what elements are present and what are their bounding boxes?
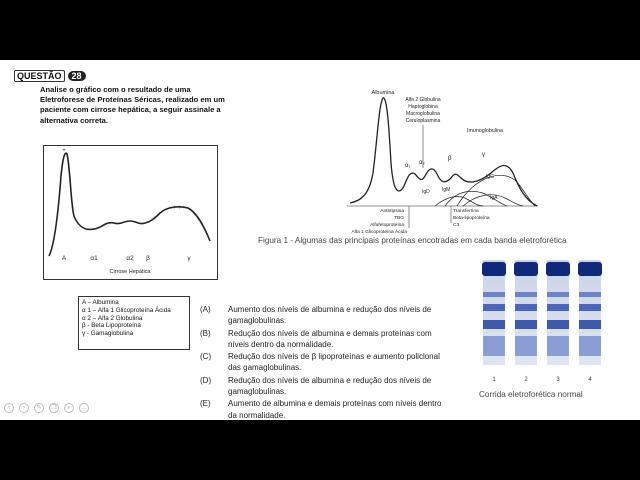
figure1-caption: Figura 1 - Algumas das principais proteínas encotradas em cada banda eletroforética (258, 236, 567, 245)
gel-caption: Corrida eletroforética normal (479, 390, 583, 399)
reference-electrophoresis-figure (345, 88, 540, 240)
peak-mark: + (62, 148, 66, 154)
label-igd: IgD (422, 189, 430, 195)
x-label-albumin: A (61, 255, 67, 262)
gel-lane-1 (482, 260, 506, 365)
option-letter: (D) (200, 375, 212, 385)
legend-item: α 2 – Alfa 2 Globulina (82, 314, 143, 322)
x-label-beta: β (146, 255, 150, 262)
legend-item: α 1 – Alfa 1 Glicoproteína Ácida (82, 306, 171, 314)
patient-electrophoresis-svg (44, 146, 217, 279)
label-igg: IgG (486, 174, 495, 180)
question-number-badge: 28 (68, 71, 86, 81)
question-line: paciente com cirrose hepática, a seguir assinale a (40, 105, 221, 115)
question-line: alternativa correta. (40, 115, 108, 125)
legend-item: γ - Gamaglobulina (82, 330, 134, 338)
option-letter: (A) (200, 305, 211, 314)
question-line: Analise o gráfico com o resultado de uma (40, 85, 191, 94)
label-tbg: TBG (394, 216, 404, 221)
answer-option-c[interactable] (200, 351, 448, 374)
lane-label-4: 4 (588, 377, 592, 383)
zoom-icon[interactable]: ⌕ (64, 403, 74, 413)
gel-lane-2 (514, 260, 538, 365)
arrows-mark: ↑ ↑ (173, 205, 181, 211)
option-text: Aumento de albumina e demais proteínas com níveis dentro da normalidade. (228, 399, 442, 420)
label-macroglobulina: Macroglobulina (406, 111, 440, 117)
lane-label-1: 1 (492, 377, 496, 383)
answer-option-a[interactable] (200, 304, 448, 327)
answer-option-e[interactable] (200, 398, 448, 420)
label-albumina: Albumina (371, 90, 395, 96)
patient-electrophoresis-curve (49, 153, 210, 256)
lane-label-3: 3 (556, 377, 560, 383)
next-icon[interactable]: › (19, 403, 29, 413)
label-iga: IgA (490, 195, 498, 201)
label-alpha1: α₁ (405, 163, 411, 169)
option-text: Redução dos níveis de albumina e demais proteínas com níveis dentro da normalidade. (228, 328, 432, 349)
option-text: Redução dos níveis de albumina e redução dos níveis de gamaglobulinas. (228, 375, 432, 397)
label-haptoglobina: Haptoglobina (408, 104, 438, 110)
more-icon[interactable]: … (81, 405, 87, 411)
label-alfa1-glicoproteina: Alfa 1 Glicoproteína Ácida (351, 230, 407, 235)
gel-lane-3 (546, 260, 570, 365)
legend-item: A – Albumina (82, 299, 119, 306)
label-igm: IgM (442, 187, 451, 193)
presentation-slide (0, 60, 640, 420)
label-gamma: γ (482, 152, 485, 158)
legend-item: β - Beta Lipoproteína (82, 322, 141, 330)
option-letter: (B) (200, 328, 211, 338)
label-ceruloplasmina: Ceruloplasmina (405, 118, 441, 124)
lane-label-2: 2 (524, 377, 528, 383)
question-line: Eletroforese de Proteínas Séricas, realizado em um (40, 95, 225, 105)
answer-option-b[interactable] (200, 328, 448, 351)
chart-caption: Cirrose Hepática (109, 269, 151, 275)
label-c3: C3 (453, 223, 460, 228)
gel-electrophoresis-image (475, 258, 608, 386)
option-text: Redução dos níveis de β lipoproteínas e aumento policlonal das gamaglobulinas. (228, 352, 440, 373)
option-letter: (E) (200, 399, 211, 409)
question-statement (40, 85, 240, 126)
question-header (14, 70, 86, 82)
label-antitripsina: Antitripsina (380, 209, 404, 214)
reference-electrophoresis-svg (345, 88, 540, 240)
legend-box (78, 296, 190, 350)
x-label-alpha1: α1 (90, 255, 98, 262)
option-text: Aumento dos níveis de albumina e redução dos níveis de gamaglobulinas. (228, 305, 432, 326)
pen-icon[interactable]: ✎ (34, 403, 44, 413)
label-beta-lipoproteina: Beta-lipoproteína (453, 216, 490, 221)
gel-lane-4 (578, 260, 602, 365)
label-alfa2-globulina: Alfa 2 Globulina (405, 97, 441, 103)
copy-icon[interactable]: ❐ (49, 403, 59, 413)
previous-icon[interactable]: ‹ (4, 403, 14, 413)
gel-svg (475, 258, 608, 386)
label-transferrina: Transferrina (453, 209, 479, 214)
x-label-alpha2: α2 (126, 255, 134, 262)
answer-option-d[interactable] (200, 375, 448, 398)
slide-nav-toolbar (4, 403, 89, 413)
label-imunoglobulina: Imunoglobulina (467, 128, 503, 134)
option-letter: (C) (200, 352, 212, 362)
question-label: QUESTÃO (14, 70, 65, 82)
x-label-gamma: γ (187, 255, 191, 262)
label-beta: β (448, 156, 452, 162)
label-alpha2: α₂ (419, 160, 425, 166)
answer-options (200, 304, 448, 420)
label-alfafetoproteina: Alfafetoproteína (370, 223, 404, 228)
patient-electrophoresis-chart (43, 145, 218, 280)
